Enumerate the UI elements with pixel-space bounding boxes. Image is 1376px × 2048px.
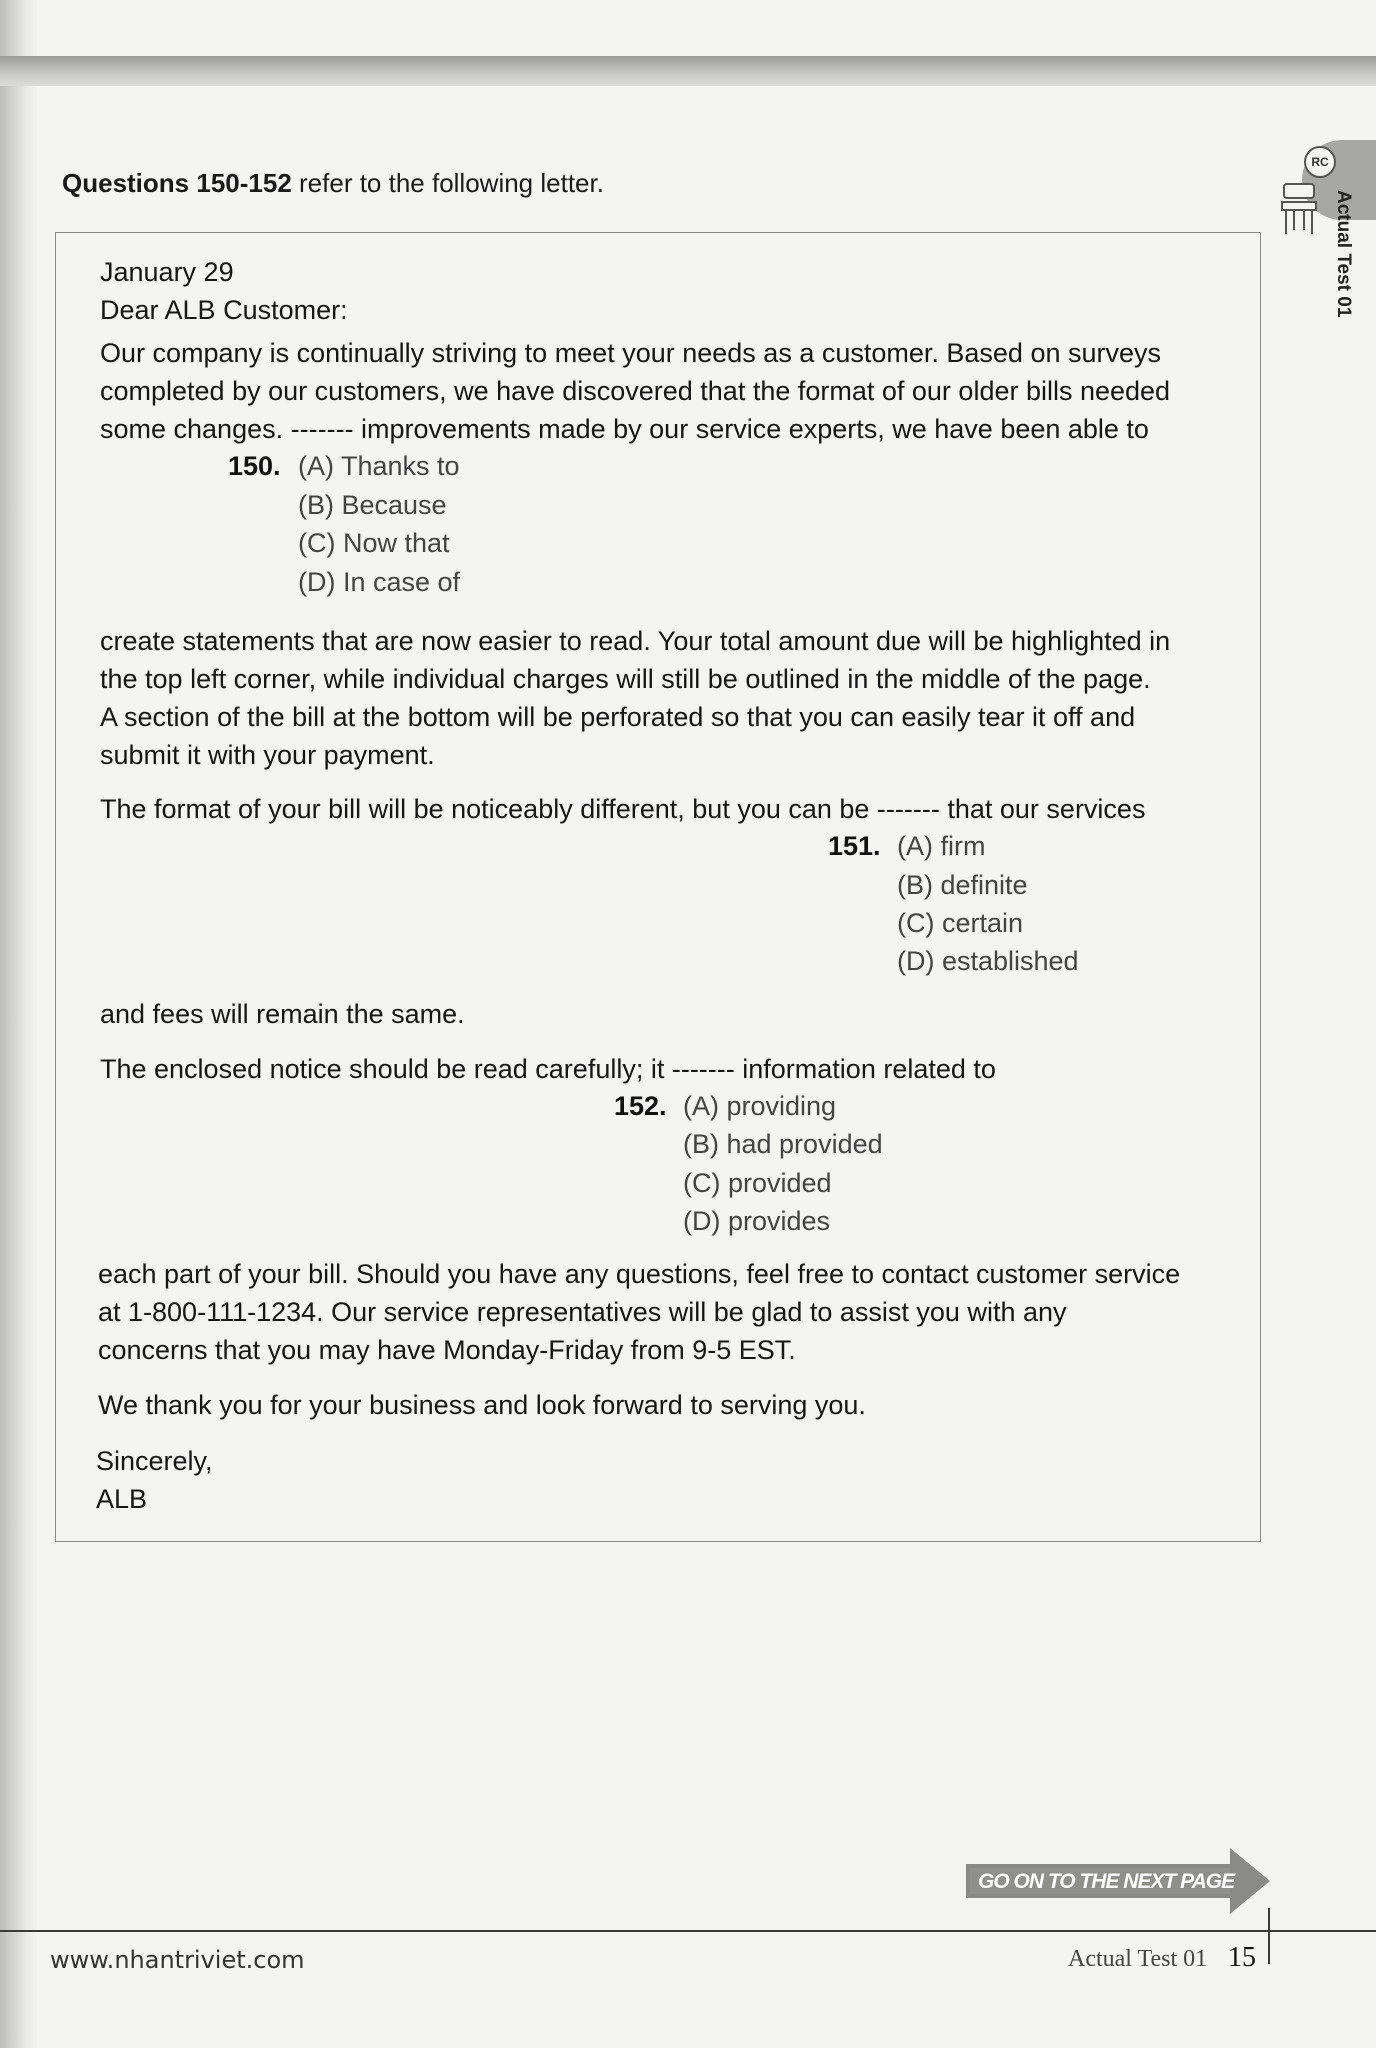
rc-badge: RC <box>1304 146 1336 178</box>
answer-option[interactable]: (D) provides <box>683 1206 831 1236</box>
letter-line: We thank you for your business and look forward to serving you. <box>98 1390 866 1420</box>
answer-option[interactable]: (A) Thanks to <box>298 451 460 481</box>
letter-closing: Sincerely, <box>96 1446 213 1476</box>
answer-option[interactable]: (A) firm <box>897 831 986 861</box>
chair-icon <box>1278 180 1322 240</box>
letter-salutation: Dear ALB Customer: <box>100 295 348 325</box>
question-number: 152. <box>614 1091 667 1121</box>
letter-line: The enclosed notice should be read carefully; it ------- information related to <box>100 1054 996 1084</box>
letter-line: some changes. ------- improvements made by our service experts, we have been able to <box>100 414 1149 444</box>
answer-option[interactable]: (C) Now that <box>298 528 450 558</box>
questions-heading <box>62 168 604 199</box>
questions-instruction: refer to the following letter. <box>299 168 604 198</box>
letter-date: January 29 <box>100 257 234 287</box>
footer-test-label: Actual Test 01 <box>1068 1946 1208 1972</box>
letter-signature: ALB <box>96 1484 148 1514</box>
answer-option[interactable]: (B) definite <box>897 870 1028 900</box>
answer-option[interactable]: (D) In case of <box>298 567 461 597</box>
letter-line: at 1-800-111-1234. Our service representatives will be glad to assist you with any <box>98 1297 1067 1327</box>
footer-rule <box>0 1930 1376 1932</box>
letter-line: submit it with your payment. <box>100 740 435 770</box>
page-edge-shadow <box>0 0 38 2048</box>
question-number: 150. <box>228 451 281 481</box>
letter-line: completed by our customers, we have discovered that the format of our older bills needed <box>100 376 1171 406</box>
answer-option[interactable]: (D) established <box>897 946 1079 976</box>
letter-line: A section of the bill at the bottom will be perforated so that you can easily tear it off and <box>100 702 1136 732</box>
question-152 <box>614 1087 667 1126</box>
answer-option[interactable]: (C) provided <box>683 1168 832 1198</box>
questions-range: Questions 150-152 <box>62 168 292 198</box>
letter-line: each part of your bill. Should you have any questions, feel free to contact customer service <box>98 1259 1181 1289</box>
question-number: 151. <box>828 831 881 861</box>
letter-line: and fees will remain the same. <box>100 999 465 1029</box>
footer-divider <box>1268 1908 1270 1964</box>
answer-option[interactable]: (B) Because <box>298 490 447 520</box>
letter-line: concerns that you may have Monday-Friday from 9-5 EST. <box>98 1335 796 1365</box>
answer-option[interactable]: (C) certain <box>897 908 1024 938</box>
answer-option[interactable]: (A) providing <box>683 1091 837 1121</box>
answer-option[interactable]: (B) had provided <box>683 1129 883 1159</box>
next-page-label[interactable]: GO ON TO THE NEXT PAGE <box>978 1870 1235 1893</box>
page-number: 15 <box>1228 1942 1256 1973</box>
letter-line: The format of your bill will be noticeably different, but you can be ------- that our services <box>100 794 1146 824</box>
letter-line: create statements that are now easier to read. Your total amount due will be highlighted in <box>100 626 1171 656</box>
question-150 <box>228 447 281 486</box>
letter-line: the top left corner, while individual charges will still be outlined in the middle of the page. <box>100 664 1151 694</box>
footer-url[interactable]: www.nhantriviet.com <box>50 1946 305 1974</box>
letter-line: Our company is continually striving to meet your needs as a customer. Based on surveys <box>100 338 1162 368</box>
question-151 <box>828 827 881 866</box>
side-section-label: Actual Test 01 <box>1333 190 1354 318</box>
top-header-band <box>0 56 1376 86</box>
